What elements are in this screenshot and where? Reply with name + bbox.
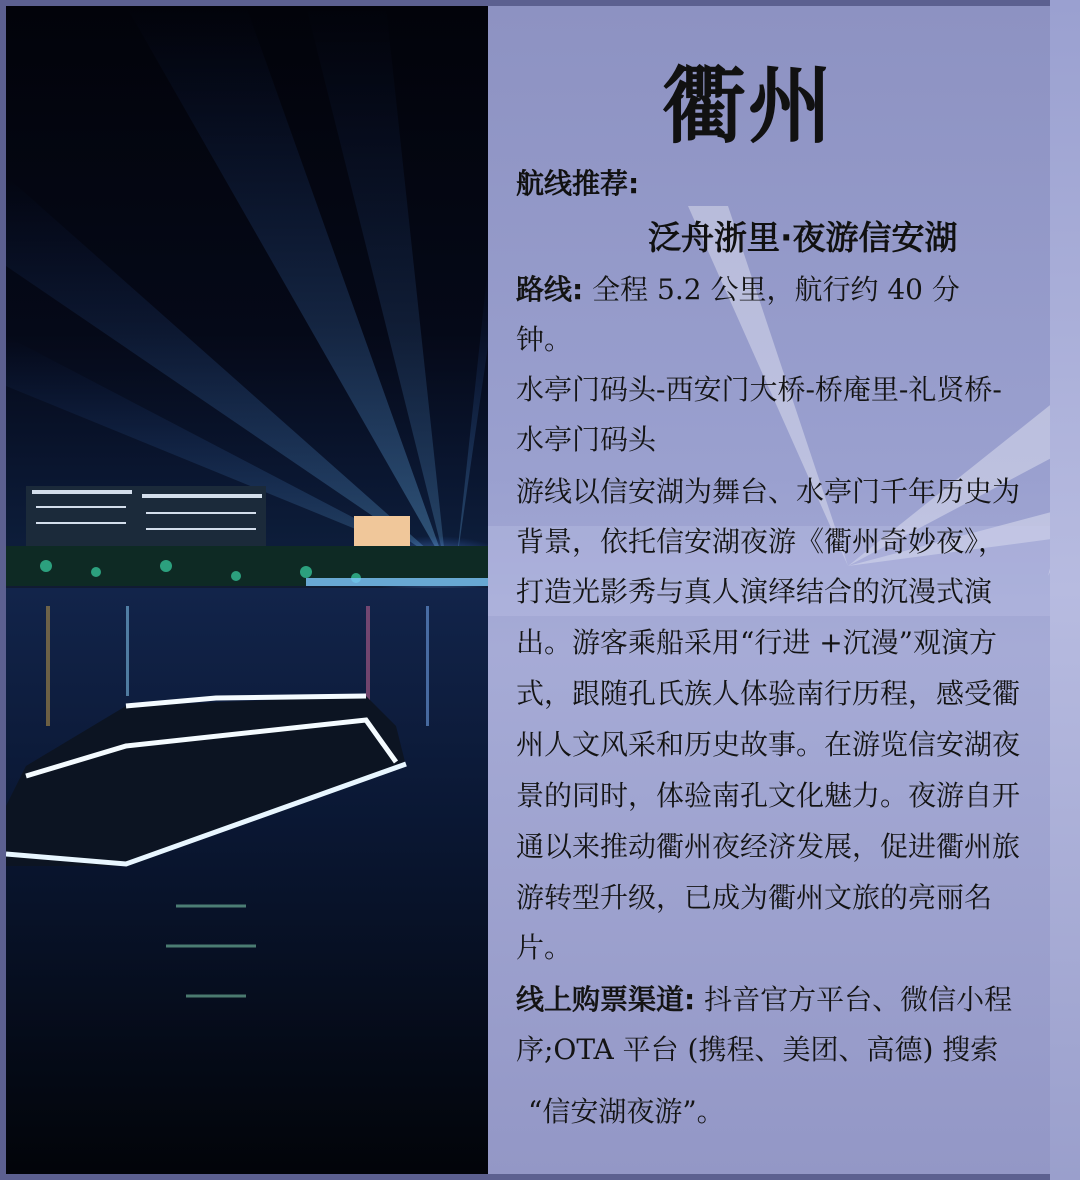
night-scene-illustration xyxy=(6,6,488,1174)
route-distance: 全程 5.2 公里，航行约 40 分 xyxy=(592,273,960,306)
tickets-line-2: 序;OTA 平台 (携程、美团、高德) 搜索 xyxy=(516,1033,999,1066)
route-label: 路线: xyxy=(516,273,584,306)
city-title: 衢州 xyxy=(661,57,834,155)
description-line-4: 出。游客乘船采用“行进 +沉漫”观演方 xyxy=(516,626,997,659)
description-line-6: 州人文风采和历史故事。在游览信安湖夜 xyxy=(516,728,1021,761)
description-line-7: 景的同时，体验南孔文化魅力。夜游自开 xyxy=(516,779,1021,812)
description-line-2: 背景，依托信安湖夜游《衢州奇妙夜》， xyxy=(516,525,1007,558)
stops-line-1: 水亭门码头-西安门大桥-桥庵里-礼贤桥- xyxy=(516,373,1002,406)
tickets-line-1 xyxy=(516,980,1012,1020)
description-line-9: 游转型升级，已成为衢州文旅的亮丽名 xyxy=(516,881,993,914)
stops-line-2: 水亭门码头 xyxy=(516,423,657,456)
description-line-1: 游线以信安湖为舞台、水亭门千年历史为 xyxy=(516,475,1021,508)
tickets-label: 线上购票渠道: xyxy=(516,983,696,1016)
route-name: 泛舟浙里·夜游信安湖 xyxy=(648,218,958,257)
right-border xyxy=(1050,0,1080,1180)
description-line-10: 片。 xyxy=(516,931,573,964)
info-content xyxy=(488,6,1074,1174)
description-line-3: 打造光影秀与真人演绎结合的沉漫式演 xyxy=(516,575,993,608)
tickets-search-term: “信安湖夜游”。 xyxy=(528,1095,725,1128)
night-cruise-photo xyxy=(6,6,488,1174)
route-line-2: 钟。 xyxy=(516,323,573,356)
description-line-5: 式，跟随孔氏族人体验南行历程，感受衢 xyxy=(516,677,1021,710)
route-line-1 xyxy=(516,270,960,310)
info-panel xyxy=(488,6,1074,1174)
tickets-channels: 抖音官方平台、微信小程 xyxy=(704,983,1013,1016)
recommend-label: 航线推荐: xyxy=(516,167,640,200)
description-line-8: 通以来推动衢州夜经济发展，促进衢州旅 xyxy=(516,830,1021,863)
